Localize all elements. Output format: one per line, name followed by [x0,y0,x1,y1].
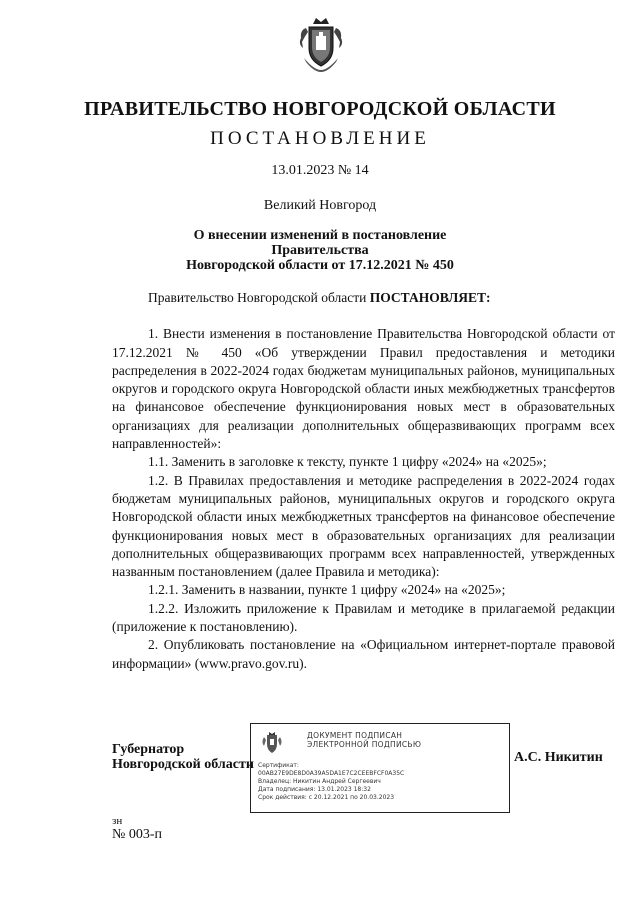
paragraph-1-2-2: 1.2.2. Изложить приложение к Правилам и методике в прилагаемой редакции (приложение к постановлению). [112,600,615,635]
lead-text: Правительство Новгородской области [148,290,370,305]
stamp-cert-label: Сертификат: [258,762,299,769]
stamp-cert-value: 00AB27E9DE8D0A39A5DA1E7C2CEEBFCF0A35C [258,770,405,777]
coat-of-arms-icon [296,14,346,74]
document-city: Великий Новгород [263,198,377,213]
stamp-owner: Владелец: Никитин Андрей Сергеевич [258,778,381,785]
stamp-heading-line: ЭЛЕКТРОННОЙ ПОДПИСЬЮ [307,740,422,749]
paragraph-1: 1. Внести изменения в постановление Правительства Новгородской области от 17.12.2021 № 450 «Об утверждении Правил предоставления и методики распределения в 2022-2024 годах бюджетам муниципальных районов, муниципальных округов и городского округа Новгородской области иных межбюджетных трансфертов на финансовое обеспечение функционирования новых мест в образовательных организациях для реализации дополнительных общеразвивающих программ всех направленностей»: [112,326,615,452]
signatory-position [112,742,254,772]
document-title [150,228,490,273]
paragraph-1-1: 1.1. Заменить в заголовке к тексту, пункте 1 цифру «2024» на «2025»; [148,454,547,470]
position-line: Новгородской области [112,757,254,772]
paragraph-1-2: 1.2. В Правилах предоставления и методике распределения в 2022-2024 годах бюджетам муниципальных районов, муниципальных округов и городского округа Новгородской области иных межбюджетных трансфертов на финансовое обеспечение функционирования новых мест в образовательных организациях для реализации дополнительных общеразвивающих программ всех направленностей, утвержденных названным постановлением (далее Правила и методика): [112,472,615,580]
document-footer [112,815,162,841]
lead-decree-word: ПОСТАНОВЛЯЕТ: [369,290,491,305]
paragraph-2: 2. Опубликовать постановление на «Официальном интернет-портале правовой информации» (www.pravo.gov.ru). [112,637,615,671]
position-line: Губернатор [112,742,185,757]
document-type: ПОСТАНОВЛЕНИЕ [210,128,430,149]
resolution-lead [112,289,615,307]
title-line: Новгородской области от 17.12.2021 № 450 [186,258,454,273]
executor-initials: зн [112,815,123,827]
stamp-validity: Срок действия: с 20.12.2021 по 20.03.2023 [258,794,395,801]
signatory-name: А.С. Никитин [514,750,603,765]
stamp-heading [307,731,421,749]
stamp-signed-date: Дата подписания: 13.01.2023 18:32 [258,786,371,793]
registration-number: № 003-п [112,827,163,842]
title-line: О внесении изменений в постановление Правительства [193,228,447,258]
stamp-heading-line: ДОКУМЕНТ ПОДПИСАН [307,731,403,740]
organization-name: ПРАВИТЕЛЬСТВО НОВГОРОДСКОЙ ОБЛАСТИ [84,98,556,120]
paragraph-1-2-1: 1.2.1. Заменить в названии, пункте 1 цифру «2024» на «2025»; [148,582,506,598]
document-date-number: 13.01.2023 № 14 [271,163,369,178]
coat-of-arms-icon [261,730,283,756]
document-body [112,289,615,673]
electronic-signature-stamp [250,723,510,813]
